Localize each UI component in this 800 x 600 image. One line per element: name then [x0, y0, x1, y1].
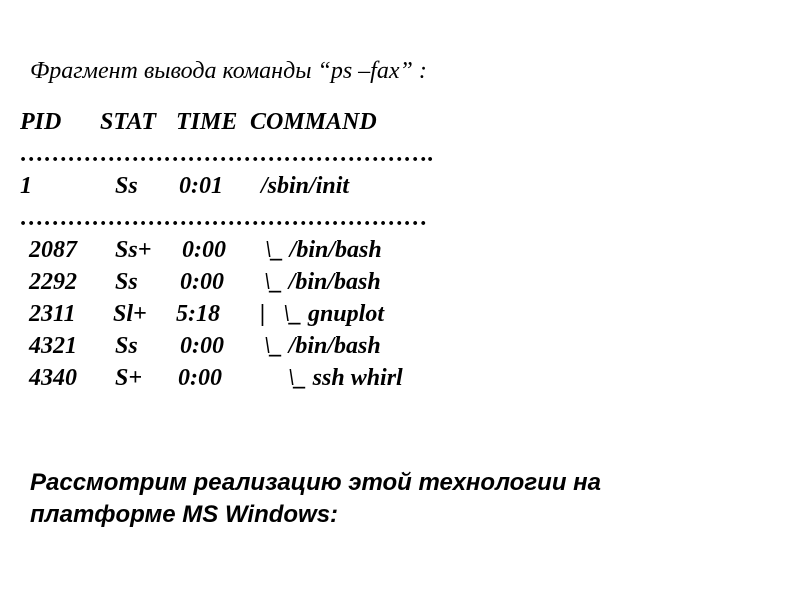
slide-subtitle: Фрагмент вывода команды “ps –fax” :: [30, 58, 427, 84]
row-pid: 4321: [29, 333, 77, 359]
row-stat: Ss: [115, 333, 138, 359]
row-command: \_ /bin/bash: [264, 269, 381, 295]
row-time: 0:00: [180, 333, 224, 359]
row-time: 5:18: [176, 301, 220, 327]
init-command: /sbin/init: [261, 173, 350, 199]
init-time: 0:01: [179, 173, 223, 199]
header-time: TIME: [176, 109, 238, 135]
init-stat: Ss: [115, 173, 138, 199]
row-time: 0:00: [180, 269, 224, 295]
init-pid: 1: [20, 173, 32, 199]
row-pid: 2311: [29, 301, 76, 327]
row-pid: 2087: [29, 237, 77, 263]
row-stat: Ss: [115, 269, 138, 295]
slide-conclusion: Рассмотрим реализацию этой технологии на платформе MS Windows:: [30, 469, 601, 528]
row-stat: Sl+: [113, 301, 147, 327]
row-command: \_ /bin/bash: [264, 333, 381, 359]
row-pid: 4340: [29, 365, 77, 391]
row-time: 0:00: [178, 365, 222, 391]
row-command: \_ ssh whirl: [288, 365, 403, 391]
row-pid: 2292: [29, 269, 77, 295]
dots-separator-1: …………………………………………….: [20, 141, 434, 167]
dots-separator-2: ……………………………………………: [20, 205, 428, 231]
row-time: 0:00: [182, 237, 226, 263]
row-stat: Ss+: [115, 237, 152, 263]
row-command: | \_ gnuplot: [260, 301, 384, 327]
header-pid: PID: [20, 109, 62, 135]
header-stat: STAT: [100, 109, 157, 135]
header-command: COMMAND: [250, 109, 377, 135]
row-stat: S+: [115, 365, 143, 391]
row-command: \_ /bin/bash: [265, 237, 382, 263]
